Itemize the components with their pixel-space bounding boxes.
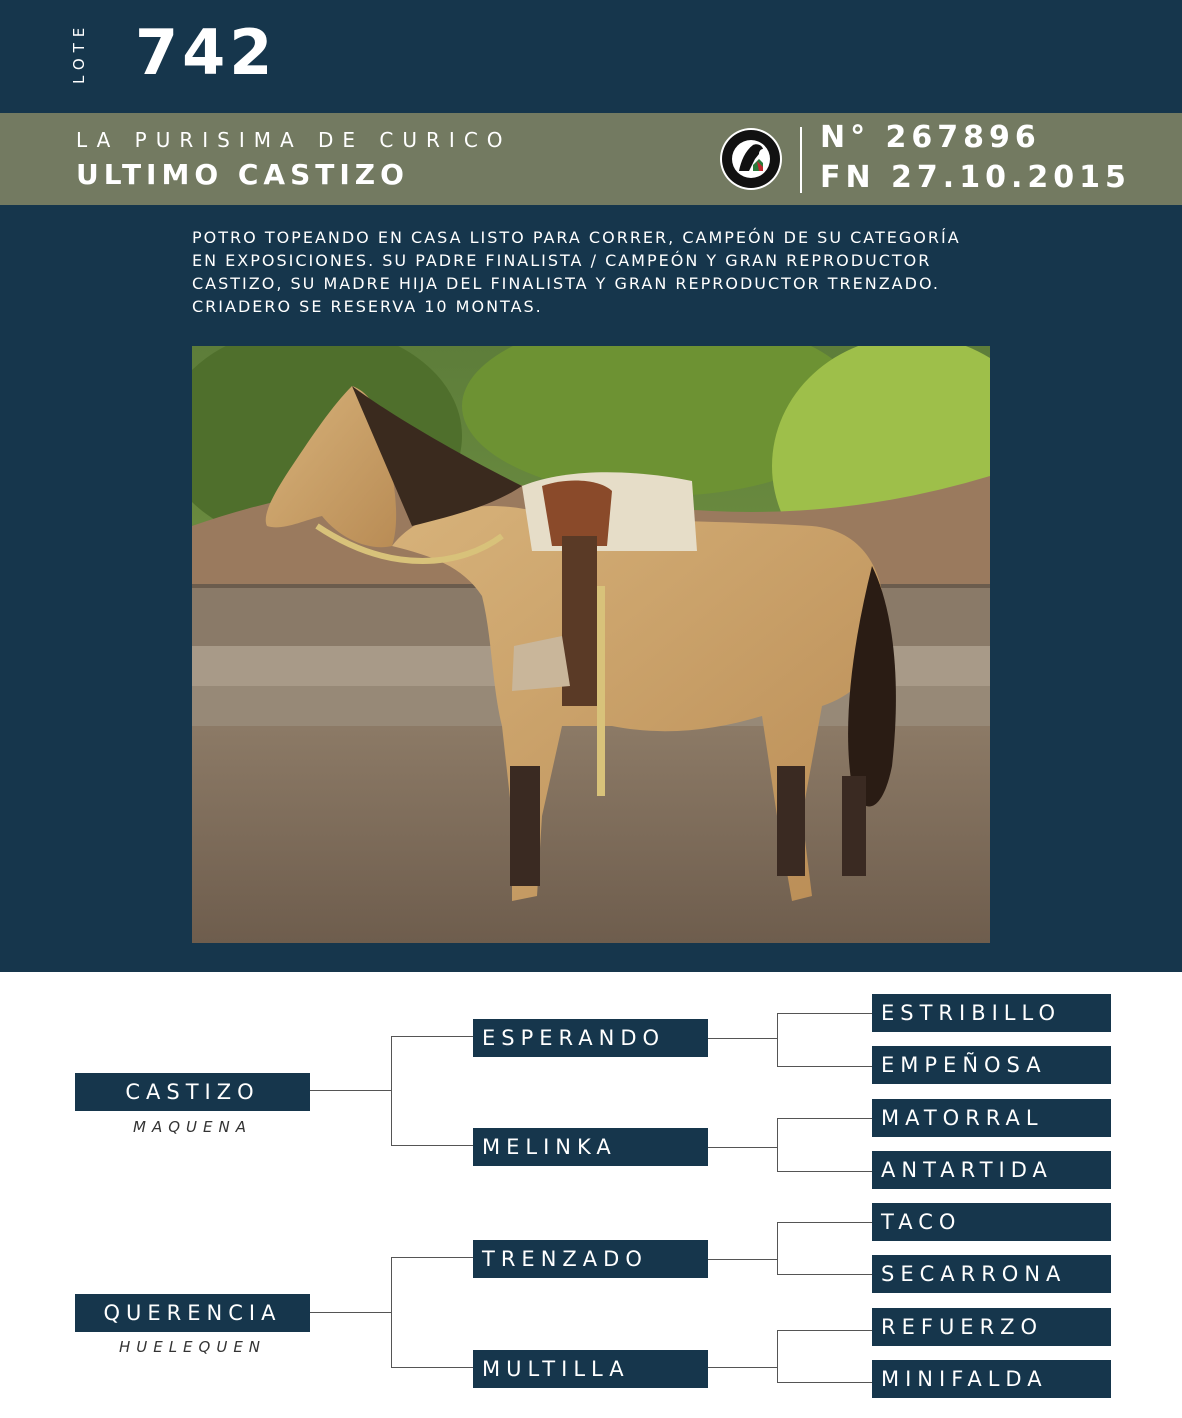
tree-line — [708, 1367, 778, 1368]
great-grandparent-box: ESTRIBILLO — [872, 994, 1111, 1032]
sire-dam-box: MELINKA — [473, 1128, 708, 1166]
tree-line — [777, 1118, 778, 1172]
tree-line — [777, 1274, 872, 1275]
horse-photo — [192, 346, 990, 943]
great-grandparent-box: MINIFALDA — [872, 1360, 1111, 1398]
tree-line — [777, 1330, 872, 1331]
lot-number: 742 — [135, 16, 277, 89]
sire-box: CASTIZO — [75, 1073, 310, 1111]
tree-line — [777, 1382, 872, 1383]
tree-line — [708, 1038, 778, 1039]
tree-line — [777, 1222, 872, 1223]
tree-line — [777, 1330, 778, 1383]
dam-sire-box: TRENZADO — [473, 1240, 708, 1278]
great-grandparent-box: TACO — [872, 1203, 1111, 1241]
tree-line — [391, 1036, 473, 1037]
tree-line — [708, 1259, 778, 1260]
tree-line — [777, 1013, 872, 1014]
tree-line — [391, 1145, 473, 1146]
lot-label: LOTE — [70, 21, 88, 84]
tree-line — [777, 1171, 872, 1172]
tree-line — [708, 1147, 778, 1148]
dam-box: QUERENCIA — [75, 1294, 310, 1332]
tree-line — [777, 1118, 872, 1119]
tree-line — [391, 1257, 392, 1368]
great-grandparent-box: MATORRAL — [872, 1099, 1111, 1137]
tree-line — [310, 1090, 392, 1091]
tree-line — [777, 1013, 778, 1067]
remates-logo — [719, 127, 783, 191]
description: POTRO TOPEANDO EN CASA LISTO PARA CORRER, CAMPEÓN DE SU CATEGORÍA EN EXPOSICIONES. SU PADRE FINALISTA / CAMPEÓN Y GRAN REPRODUCTOR CASTIZO, SU MADRE HIJA DEL FINALISTA Y GRAN REPRODUCTOR TRENZADO. CRIADERO SE RESERVA 10 MONTAS. — [192, 228, 961, 316]
header-divider — [800, 127, 802, 193]
horse-name: ULTIMO CASTIZO — [76, 158, 409, 191]
birth-date: FN 27.10.2015 — [820, 160, 1131, 195]
great-grandparent-box: EMPEÑOSA — [872, 1046, 1111, 1084]
tree-line — [391, 1257, 473, 1258]
tree-line — [391, 1036, 392, 1146]
sire-sire-box: ESPERANDO — [473, 1019, 708, 1057]
dam-dam-box: MULTILLA — [473, 1350, 708, 1388]
sire-origin: MAQUENA — [133, 1118, 252, 1136]
tree-line — [777, 1222, 778, 1275]
great-grandparent-box: ANTARTIDA — [872, 1151, 1111, 1189]
tree-line — [391, 1367, 473, 1368]
dam-origin: HUELEQUEN — [118, 1338, 267, 1356]
registration-number: N° 267896 — [820, 120, 1041, 155]
great-grandparent-box: SECARRONA — [872, 1255, 1111, 1293]
tree-line — [777, 1066, 872, 1067]
breeder-name: LA PURISIMA DE CURICO — [76, 128, 512, 152]
tree-line — [310, 1312, 392, 1313]
great-grandparent-box: REFUERZO — [872, 1308, 1111, 1346]
